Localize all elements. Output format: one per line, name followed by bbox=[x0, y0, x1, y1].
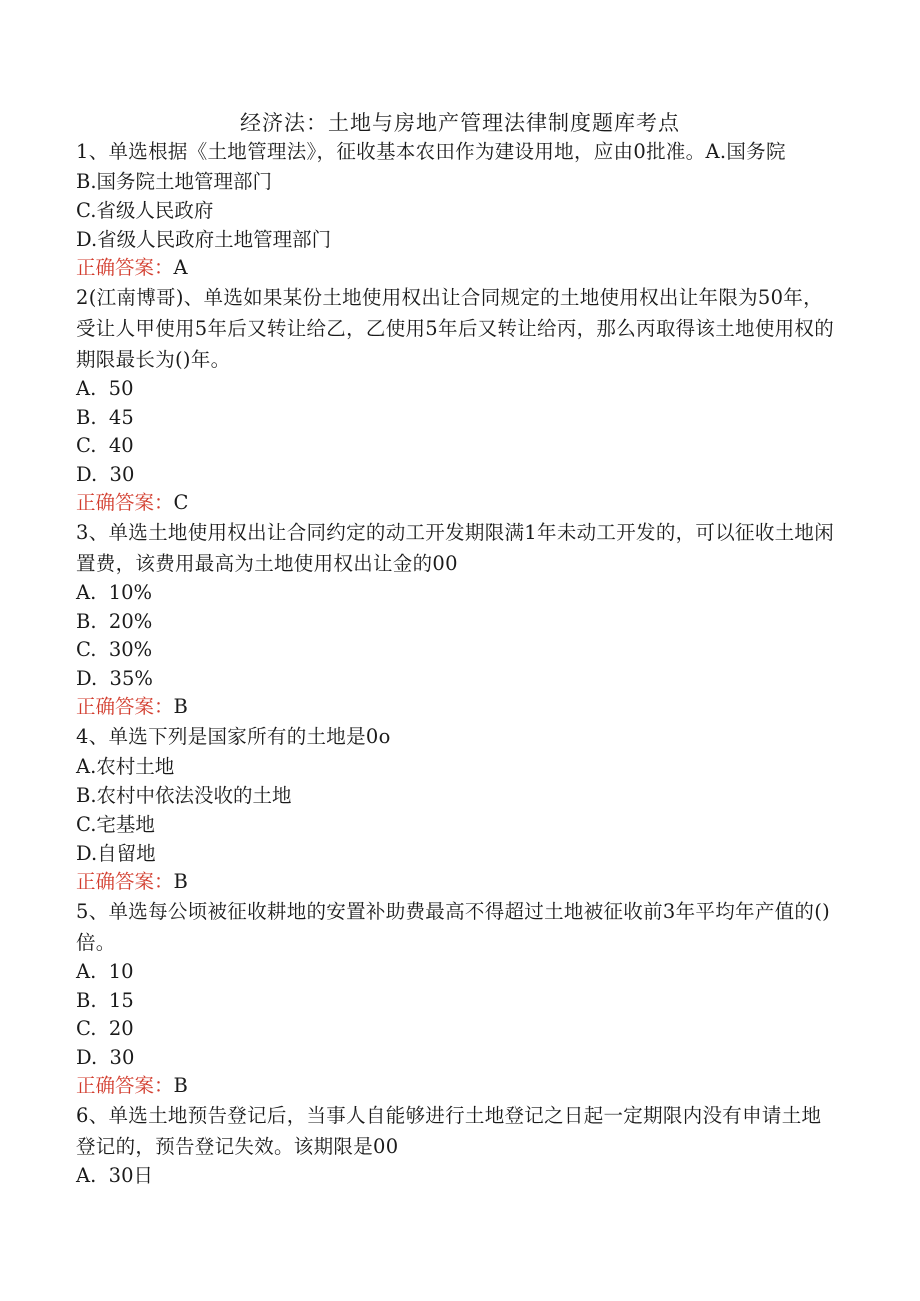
answer-value: B bbox=[173, 1074, 188, 1097]
correct-answer bbox=[76, 254, 836, 282]
option: D. 35% bbox=[76, 666, 153, 690]
question-block bbox=[76, 282, 836, 517]
question-block bbox=[76, 896, 836, 1100]
option: D.省级人民政府土地管理部门 bbox=[76, 228, 332, 251]
answer-value: A bbox=[173, 256, 188, 279]
question-stem: 2(江南博哥)、单选如果某份土地使用权出让合同规定的土地使用权出让年限为50年，受让人甲使用5年后又转让给乙，乙使用5年后又转让给丙，那么丙取得该土地使用权的期限最长为()年。 bbox=[76, 286, 835, 371]
answer-value: C bbox=[173, 491, 189, 514]
question-stem: 1、单选根据《土地管理法》，征收基本农田作为建设用地，应由0批准。A.国务院 bbox=[76, 140, 786, 163]
option: A.农村土地 bbox=[76, 755, 175, 778]
option: B.农村中依法没收的土地 bbox=[76, 784, 292, 807]
option: C.宅基地 bbox=[76, 813, 155, 836]
answer-label: 正确答案： bbox=[76, 1074, 174, 1097]
option: C.省级人民政府 bbox=[76, 199, 214, 222]
question-block bbox=[76, 1100, 836, 1191]
answer-label: 正确答案： bbox=[76, 695, 174, 718]
question-list bbox=[76, 136, 836, 1191]
answer-value: B bbox=[173, 870, 188, 893]
option: A. 30日 bbox=[76, 1164, 153, 1187]
correct-answer bbox=[76, 489, 836, 517]
option: A. 10 bbox=[76, 960, 134, 983]
question-stem: 4、单选下列是国家所有的土地是0o bbox=[76, 725, 391, 748]
option: C. 30% bbox=[76, 638, 153, 661]
option: D. 30 bbox=[76, 1045, 135, 1069]
question-stem: 6、单选土地预告登记后，当事人自能够进行土地登记之日起一定期限内没有申请土地登记的，预告登记失效。该期限是00 bbox=[76, 1104, 822, 1158]
question-block bbox=[76, 721, 836, 896]
option: A. 10% bbox=[76, 581, 153, 604]
option: D. 30 bbox=[76, 462, 135, 486]
option: B. 15 bbox=[76, 988, 134, 1012]
option: C. 20 bbox=[76, 1017, 134, 1040]
option: C. 40 bbox=[76, 434, 134, 457]
option: D.自留地 bbox=[76, 842, 156, 865]
answer-label: 正确答案： bbox=[76, 491, 174, 514]
question-stem: 5、单选每公顷被征收耕地的安置补助费最高不得超过土地被征收前3年平均年产值的()倍。 bbox=[76, 900, 831, 954]
correct-answer bbox=[76, 693, 836, 721]
answer-value: B bbox=[173, 695, 188, 718]
question-block bbox=[76, 517, 836, 721]
question-block bbox=[76, 136, 836, 282]
correct-answer bbox=[76, 868, 836, 896]
option: B.国务院土地管理部门 bbox=[76, 170, 273, 193]
option: A. 50 bbox=[76, 377, 134, 400]
document-title: 经济法：土地与房地产管理法律制度题库考点 bbox=[240, 111, 680, 135]
answer-label: 正确答案： bbox=[76, 256, 174, 279]
option: B. 45 bbox=[76, 405, 134, 429]
answer-label: 正确答案： bbox=[76, 870, 174, 893]
option: B. 20% bbox=[76, 609, 153, 633]
question-stem: 3、单选土地使用权出让合同约定的动工开发期限满1年未动工开发的，可以征收土地闲置费，该费用最高为土地使用权出让金的00 bbox=[76, 521, 835, 575]
correct-answer bbox=[76, 1072, 836, 1100]
